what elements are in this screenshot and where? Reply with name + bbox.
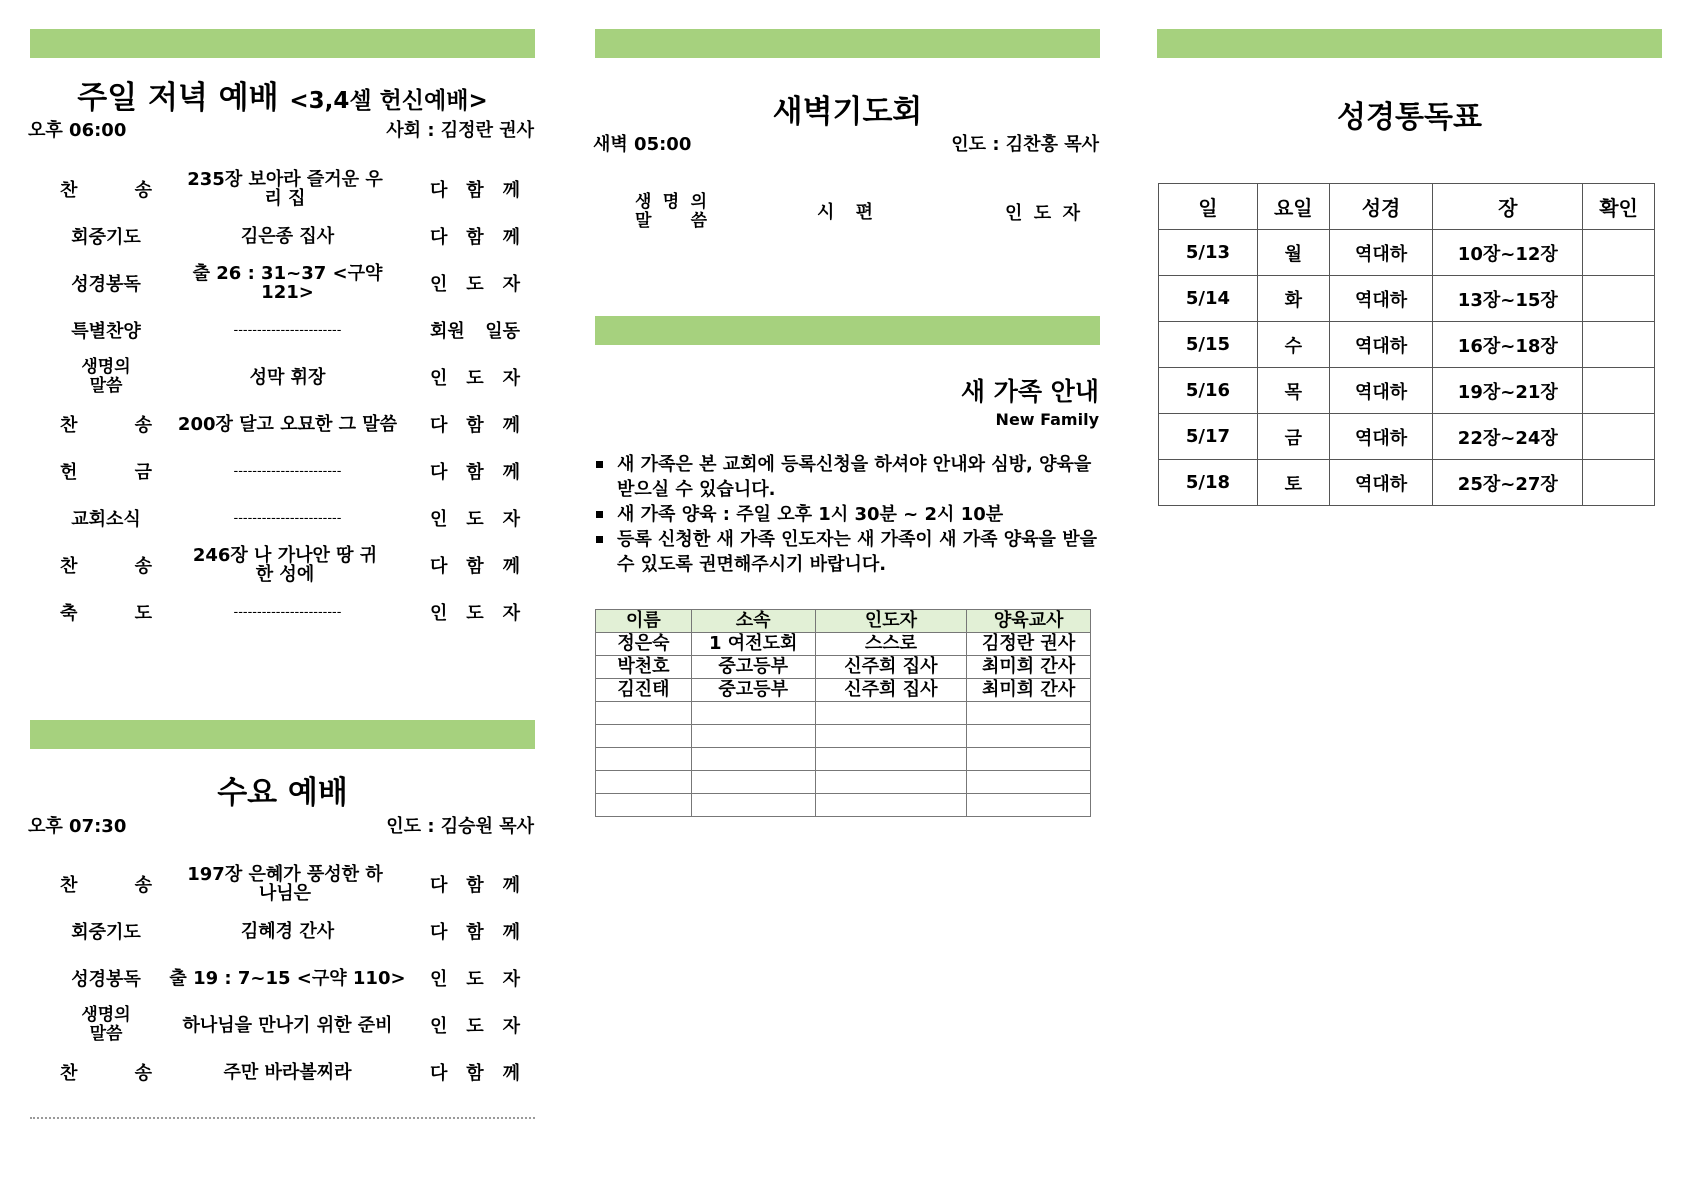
order-item-content: 200장 달고 오묘한 그 말씀 — [177, 413, 398, 435]
check-cell[interactable] — [1583, 460, 1655, 506]
table-cell: 역대하 — [1329, 368, 1433, 414]
bible-reading-table — [1158, 183, 1655, 506]
table-cell: 13장~15장 — [1433, 276, 1583, 322]
column-header: 성경 — [1329, 184, 1433, 230]
check-cell[interactable] — [1583, 368, 1655, 414]
column-header: 확인 — [1583, 184, 1655, 230]
table-row-empty — [596, 725, 1091, 748]
table-cell: 10장~12장 — [1433, 230, 1583, 276]
table-cell: 최미희 간사 — [967, 656, 1091, 679]
column-header: 장 — [1433, 184, 1583, 230]
section-bar-dawn — [595, 29, 1100, 58]
dawn-title: 새벽기도회 — [772, 94, 923, 130]
table-cell: 역대하 — [1329, 230, 1433, 276]
order-item-content: ----------------------- — [233, 322, 342, 338]
check-cell[interactable] — [1583, 414, 1655, 460]
table-cell: 22장~24장 — [1433, 414, 1583, 460]
table-row — [596, 633, 1091, 656]
order-row — [30, 214, 535, 258]
new-family-table — [595, 609, 1091, 817]
order-item-content: 하나님을 만나기 위한 준비 — [182, 1014, 393, 1036]
table-cell: 5/17 — [1159, 414, 1258, 460]
table-cell: 역대하 — [1329, 460, 1433, 506]
table-cell: 토 — [1257, 460, 1329, 506]
table-row — [596, 679, 1091, 702]
table-cell: 스스로 — [815, 633, 967, 656]
order-item-content: 시 편 — [817, 201, 873, 223]
table-row-empty — [596, 771, 1091, 794]
column-header: 일 — [1159, 184, 1258, 230]
order-item-who: 다 함 께 — [430, 180, 520, 201]
order-item-name: 생 명 의 말 씀 — [635, 192, 707, 231]
column-header: 이름 — [596, 610, 692, 633]
sunday-evening-time: 오후 06:00 — [28, 120, 127, 141]
table-cell: 금 — [1257, 414, 1329, 460]
column-header: 소속 — [691, 610, 815, 633]
table-cell: 김진태 — [596, 679, 692, 702]
new-family-subtitle: New Family — [995, 410, 1099, 429]
order-item-content: ----------------------- — [233, 604, 342, 620]
order-row — [30, 449, 535, 493]
table-header-row — [1159, 184, 1655, 230]
table-cell: 1 여전도회 — [691, 633, 815, 656]
order-item-who: 다 함 께 — [430, 875, 520, 896]
order-item-who: 인 도 자 — [1005, 203, 1080, 224]
order-item-name: 회중기도 — [71, 227, 141, 248]
order-item-content: 235장 보아라 즐거운 우리 집 — [187, 169, 383, 209]
section-bar-wednesday — [30, 720, 535, 749]
table-cell: 최미희 간사 — [967, 679, 1091, 702]
table-cell: 김정란 권사 — [967, 633, 1091, 656]
order-row — [30, 496, 535, 540]
table-row — [596, 656, 1091, 679]
order-item-content: ----------------------- — [233, 510, 342, 526]
table-cell: 수 — [1257, 322, 1329, 368]
table-cell: 신주희 집사 — [815, 679, 967, 702]
order-item-who: 다 함 께 — [430, 415, 520, 436]
table-row — [1159, 368, 1655, 414]
order-item-content: 246장 나 가나안 땅 귀한 성에 — [192, 545, 378, 585]
table-row-empty — [596, 702, 1091, 725]
order-item-name: 찬 송 — [60, 556, 152, 577]
order-item-who: 인 도 자 — [430, 274, 520, 295]
order-item-who: 인 도 자 — [430, 603, 520, 624]
order-item-content: 출 26 : 31~37 <구약 121> — [192, 263, 383, 303]
order-item-who: 인 도 자 — [430, 969, 520, 990]
check-cell[interactable] — [1583, 276, 1655, 322]
table-row — [1159, 322, 1655, 368]
order-item-who: 인 도 자 — [430, 368, 520, 389]
table-row — [1159, 460, 1655, 506]
sunday-evening-title: 주일 저녁 예배 <3,4셀 헌신예배> — [77, 80, 488, 116]
order-row — [30, 956, 535, 1000]
order-item-content: 출 19 : 7~15 <구약 110> — [169, 967, 406, 989]
order-item-name: 헌 금 — [60, 462, 152, 483]
order-item-name: 생명의 말씀 — [81, 357, 131, 396]
table-row-empty — [596, 748, 1091, 771]
order-row — [30, 355, 535, 399]
table-row — [1159, 230, 1655, 276]
order-item-who: 다 함 께 — [430, 227, 520, 248]
check-cell[interactable] — [1583, 322, 1655, 368]
order-item-content: 김은종 집사 — [240, 225, 335, 247]
table-cell: 중고등부 — [691, 656, 815, 679]
wednesday-title: 수요 예배 — [217, 775, 348, 811]
table-cell: 목 — [1257, 368, 1329, 414]
table-cell: 월 — [1257, 230, 1329, 276]
order-item-content: 성막 휘장 — [249, 366, 326, 388]
wednesday-time: 오후 07:30 — [28, 816, 127, 837]
table-row-empty — [596, 794, 1091, 817]
table-cell: 신주희 집사 — [815, 656, 967, 679]
order-row — [30, 590, 535, 634]
table-cell: 정은숙 — [596, 633, 692, 656]
wednesday-leader: 인도 : 김승원 목사 — [386, 816, 534, 837]
table-cell: 5/15 — [1159, 322, 1258, 368]
notice-item: 새 가족 양육 : 주일 오후 1시 30분 ~ 2시 10분 — [593, 502, 1100, 527]
order-item-name: 성경봉독 — [71, 274, 141, 295]
section-bar-bible-reading — [1157, 29, 1662, 58]
order-row — [30, 167, 535, 211]
order-item-content: ----------------------- — [233, 463, 342, 479]
table-cell: 박천호 — [596, 656, 692, 679]
order-row — [30, 862, 535, 906]
order-item-content: 김혜경 간사 — [240, 920, 335, 942]
table-cell: 역대하 — [1329, 322, 1433, 368]
table-cell: 화 — [1257, 276, 1329, 322]
new-family-title: 새 가족 안내 — [960, 377, 1099, 406]
order-item-name: 찬 송 — [60, 1063, 152, 1084]
table-cell: 5/18 — [1159, 460, 1258, 506]
table-cell: 5/16 — [1159, 368, 1258, 414]
dotted-divider — [30, 1117, 535, 1119]
table-cell: 16장~18장 — [1433, 322, 1583, 368]
bible-reading-title: 성경통독표 — [1337, 100, 1482, 135]
table-row — [1159, 276, 1655, 322]
table-row — [1159, 414, 1655, 460]
order-row — [30, 543, 535, 587]
order-row — [30, 308, 535, 352]
table-cell: 5/13 — [1159, 230, 1258, 276]
order-item-name: 생명의 말씀 — [81, 1005, 131, 1044]
order-item-content: 197장 은혜가 풍성한 하나님은 — [187, 864, 383, 904]
sunday-evening-leader: 사회 : 김정란 권사 — [386, 120, 534, 141]
order-item-content: 주만 바라볼찌라 — [223, 1061, 352, 1083]
table-cell: 19장~21장 — [1433, 368, 1583, 414]
order-item-name: 축 도 — [60, 603, 152, 624]
order-row — [30, 1050, 535, 1094]
order-item-name: 교회소식 — [71, 509, 141, 530]
order-item-name: 찬 송 — [60, 180, 152, 201]
table-header-row — [596, 610, 1091, 633]
section-bar-sunday — [30, 29, 535, 58]
order-item-who: 다 함 께 — [430, 462, 520, 483]
notice-item: 새 가족은 본 교회에 등록신청을 하셔야 안내와 심방, 양육을 받으실 수 있습니다. — [593, 452, 1100, 502]
check-cell[interactable] — [1583, 230, 1655, 276]
table-cell: 5/14 — [1159, 276, 1258, 322]
order-item-who: 다 함 께 — [430, 556, 520, 577]
order-item-name: 성경봉독 — [71, 969, 141, 990]
order-item-name: 찬 송 — [60, 875, 152, 896]
order-item-who: 인 도 자 — [430, 509, 520, 530]
order-row — [30, 1003, 535, 1047]
table-cell: 25장~27장 — [1433, 460, 1583, 506]
order-item-name: 회중기도 — [71, 922, 141, 943]
order-item-who: 다 함 께 — [430, 1063, 520, 1084]
order-item-who: 회원 일동 — [430, 321, 520, 342]
table-cell: 중고등부 — [691, 679, 815, 702]
column-header: 인도자 — [815, 610, 967, 633]
table-cell: 역대하 — [1329, 276, 1433, 322]
dawn-leader: 인도 : 김찬홍 목사 — [951, 134, 1099, 155]
table-cell: 역대하 — [1329, 414, 1433, 460]
new-family-notices — [593, 452, 1100, 577]
order-item-name: 특별찬양 — [71, 321, 141, 342]
dawn-order-row — [595, 190, 1100, 234]
notice-item: 등록 신청한 새 가족 인도자는 새 가족이 새 가족 양육을 받을 수 있도록 권면해주시기 바랍니다. — [593, 527, 1100, 577]
order-row — [30, 261, 535, 305]
column-header: 요일 — [1257, 184, 1329, 230]
order-item-who: 다 함 께 — [430, 922, 520, 943]
section-bar-new-family — [595, 316, 1100, 345]
order-item-who: 인 도 자 — [430, 1016, 520, 1037]
column-header: 양육교사 — [967, 610, 1091, 633]
order-row — [30, 909, 535, 953]
order-row — [30, 402, 535, 446]
dawn-time: 새벽 05:00 — [593, 134, 692, 155]
order-item-name: 찬 송 — [60, 415, 152, 436]
